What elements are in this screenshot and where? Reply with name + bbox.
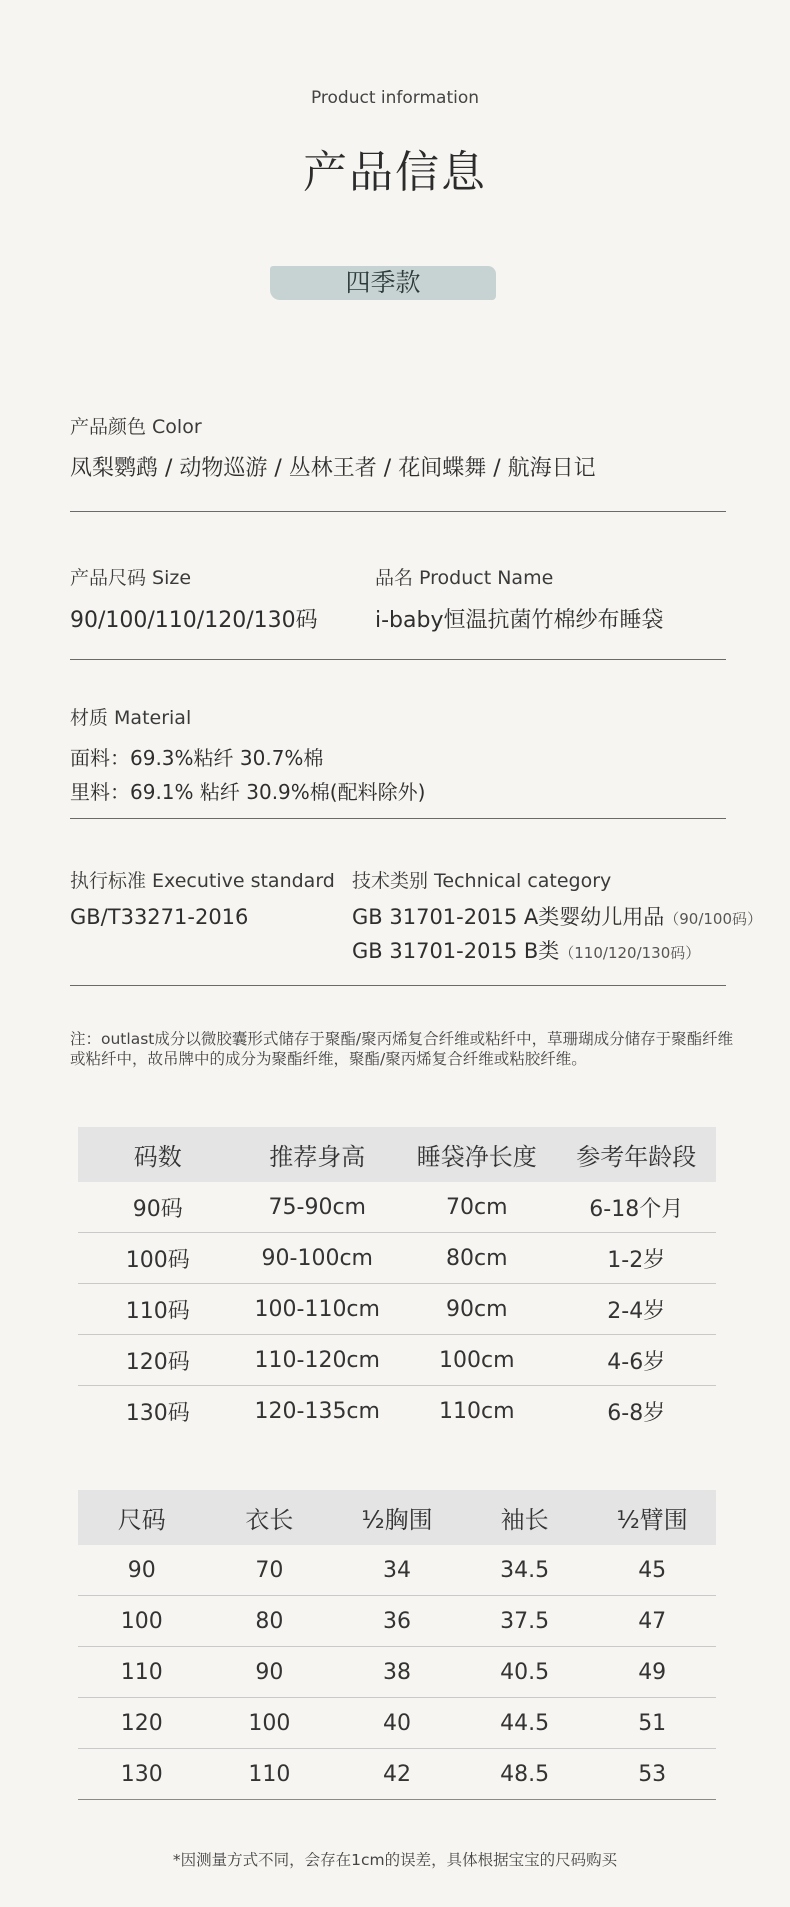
- table-cell: 75-90cm: [238, 1182, 398, 1233]
- table-row: [78, 1545, 716, 1596]
- table-cell: 120码: [78, 1335, 238, 1386]
- composition-note: 注：outlast成分以微胶囊形式储存于聚酯/聚丙烯复合纤维或粘纤中，草珊瑚成分储存于聚酯纤维或粘纤中，故吊牌中的成分为聚酯纤维，聚酯/聚丙烯复合纤维或粘胶纤维。: [70, 1030, 734, 1068]
- color-label: 产品颜色 Color: [70, 416, 202, 438]
- technical-line-a-note: （90/100码）: [664, 910, 763, 928]
- table-cell: 38: [333, 1647, 461, 1698]
- table-cell: 34.5: [461, 1545, 589, 1596]
- divider: [70, 511, 726, 512]
- table-cell: 44.5: [461, 1698, 589, 1749]
- technical-line-a-main: GB 31701-2015 A类婴幼儿用品: [352, 905, 665, 929]
- table-cell: 4-6岁: [557, 1335, 717, 1386]
- table-cell: 34: [333, 1545, 461, 1596]
- table-cell: 100-110cm: [238, 1284, 398, 1335]
- table-cell: 53: [588, 1749, 716, 1800]
- table-row: [78, 1182, 716, 1233]
- technical-line-b-main: GB 31701-2015 B类: [352, 939, 560, 963]
- product-name-label: 品名 Product Name: [375, 567, 554, 589]
- table-cell: 80cm: [397, 1233, 557, 1284]
- table-header-row: [78, 1490, 716, 1545]
- table-cell: 110-120cm: [238, 1335, 398, 1386]
- table-cell: 110cm: [438, 1398, 515, 1424]
- table-cell: 45: [588, 1545, 716, 1596]
- table-cell: 110: [78, 1647, 206, 1698]
- garment-size-table: [78, 1490, 716, 1800]
- measurement-footnote: *因测量方式不同，会存在1cm的误差，具体根据宝宝的尺码购买: [172, 1851, 618, 1869]
- table-header-cell: ½臂围: [588, 1490, 716, 1545]
- table-row: [78, 1386, 716, 1437]
- table-header-cell: 尺码: [78, 1490, 206, 1545]
- table-cell: 90码: [78, 1182, 238, 1233]
- table-cell: 130码: [125, 1400, 190, 1426]
- standard-value: GB/T33271-2016: [70, 905, 249, 929]
- standard-label: 执行标准 Executive standard: [70, 870, 335, 892]
- divider: [70, 659, 726, 660]
- table-cell: 90: [206, 1647, 334, 1698]
- table-cell: 40.5: [461, 1647, 589, 1698]
- table-header-cell: 袖长: [461, 1490, 589, 1545]
- technical-label: 技术类别 Technical category: [352, 870, 612, 892]
- table-cell: 36: [333, 1596, 461, 1647]
- table-cell: 1-2岁: [557, 1233, 717, 1284]
- table-cell: 47: [588, 1596, 716, 1647]
- table-cell: 90cm: [397, 1284, 557, 1335]
- table-row: [78, 1284, 716, 1335]
- table-cell: 110码: [78, 1284, 238, 1335]
- table-header-cell: 参考年龄段: [557, 1127, 717, 1182]
- badge-label: 四季款: [345, 268, 421, 297]
- season-badge: [270, 262, 496, 304]
- table-row: [78, 1233, 716, 1284]
- table-header-cell: 睡袋净长度: [397, 1127, 557, 1182]
- table-cell: 80: [206, 1596, 334, 1647]
- material-fabric: 面料：69.3%粘纤 30.7%棉: [70, 746, 324, 770]
- table-cell: 70cm: [397, 1182, 557, 1233]
- table-row: [78, 1647, 716, 1698]
- technical-line-b: [352, 934, 700, 970]
- table-header-cell: 衣长: [206, 1490, 334, 1545]
- table-cell: 40: [333, 1698, 461, 1749]
- table-cell: 130: [78, 1749, 206, 1800]
- table-cell: 48.5: [461, 1749, 589, 1800]
- table-cell: 110: [206, 1749, 334, 1800]
- technical-line-a: [352, 900, 762, 936]
- table-header-cell: ½胸围: [333, 1490, 461, 1545]
- sleep-bag-size-table: [78, 1127, 716, 1436]
- table-header-row: [78, 1127, 716, 1182]
- table-cell: 100码: [78, 1233, 238, 1284]
- table-cell: 37.5: [461, 1596, 589, 1647]
- table-cell: 120-135cm: [254, 1398, 380, 1424]
- table-row: [78, 1596, 716, 1647]
- table-cell: 90: [78, 1545, 206, 1596]
- table-row: [78, 1335, 716, 1386]
- material-lining: 里料：69.1% 粘纤 30.9%棉(配料除外): [70, 780, 426, 804]
- size-label: 产品尺码 Size: [70, 567, 192, 589]
- table-cell: 120: [78, 1698, 206, 1749]
- size-value: 90/100/110/120/130码: [70, 608, 318, 633]
- table-cell: 100: [206, 1698, 334, 1749]
- table-cell: 2-4岁: [557, 1284, 717, 1335]
- table-header-cell: 码数: [78, 1127, 238, 1182]
- section-subtitle: Product information: [310, 88, 480, 108]
- product-name-value: i-baby恒温抗菌竹棉纱布睡袋: [375, 608, 664, 633]
- divider: [70, 818, 726, 819]
- table-row: [78, 1698, 716, 1749]
- table-header-cell: 推荐身高: [238, 1127, 398, 1182]
- technical-line-b-note: （110/120/130码）: [559, 944, 701, 962]
- table-cell: 42: [333, 1749, 461, 1800]
- table-cell: 70: [206, 1545, 334, 1596]
- material-label: 材质 Material: [70, 707, 192, 729]
- table-cell: 6-18个月: [557, 1182, 717, 1233]
- table-cell: 100: [78, 1596, 206, 1647]
- page-title: 产品信息: [303, 147, 487, 198]
- table-cell: 90-100cm: [238, 1233, 398, 1284]
- table-cell: 6-8岁: [607, 1400, 666, 1426]
- table-cell: 100cm: [397, 1335, 557, 1386]
- table-row: [78, 1749, 716, 1800]
- table-cell: 51: [588, 1698, 716, 1749]
- divider: [70, 985, 726, 986]
- color-value: 凤梨鹦鹉 / 动物巡游 / 丛林王者 / 花间蝶舞 / 航海日记: [70, 456, 596, 481]
- table-cell: 49: [588, 1647, 716, 1698]
